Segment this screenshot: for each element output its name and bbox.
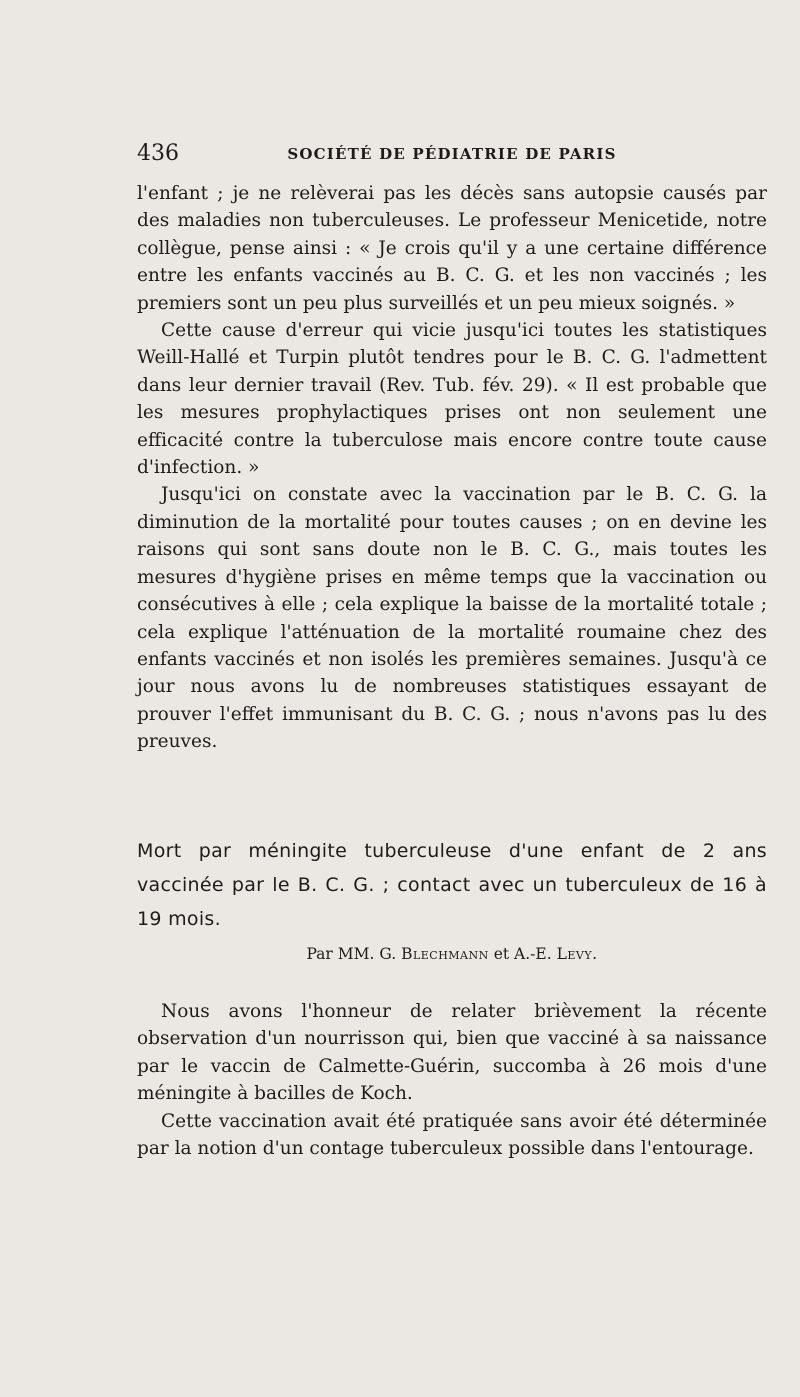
author-name: Blechmann (401, 945, 489, 963)
paragraph: l'enfant ; je ne relèverai pas les décès sans autopsie causés par des maladies non tuberculeuses. Le professeur Menicetide, notre collègue, pense ainsi : « Je crois qu'il y a une certaine différence entre les enfants vaccinés au B. C. G. et les non vaccinés ; les premiers sont un peu plus surveillés et un peu mieux soignés. » (137, 183, 767, 314)
text-block-previous-article (137, 180, 767, 756)
running-title: SOCIÉTÉ DE PÉDIATRIE DE PARIS (287, 145, 617, 163)
article-authors (137, 943, 767, 965)
text-block-new-article (137, 998, 767, 1162)
article-title: Mort par méningite tuberculeuse d'une enfant de 2 ans vaccinée par le B. C. G. ; contact avec un tuberculeux de 16 à 19 mois. (137, 840, 767, 930)
authors-prefix: Par MM. G. (306, 945, 397, 963)
paragraph: Nous avons l'honneur de relater brièvement la récente observation d'un nourrisson qui, bien que vacciné à sa naissance par le vaccin de Calmette-Guérin, succomba à 26 mois d'une méningite à bacilles de Koch. (137, 1001, 767, 1105)
authors-conjunction: et A.-E. (493, 945, 552, 963)
paragraph: Cette cause d'erreur qui vicie jusqu'ici toutes les statistiques Weill-Hallé et Turpin plutôt tendres pour le B. C. G. l'admettent dans leur dernier travail (Rev. Tub. fév. 29). « Il est probable que les mesures prophylactiques prises ont non seulement une efficacité contre la tuberculose mais encore contre toute cause d'infection. » (137, 320, 767, 479)
page-number: 436 (137, 141, 179, 166)
page-header (137, 139, 767, 169)
paragraph: Cette vaccination avait été pratiquée sans avoir été déterminée par la notion d'un contage tuberculeux possible dans l'entourage. (137, 1110, 767, 1160)
paragraph: Jusqu'ici on constate avec la vaccination par le B. C. G. la diminution de la mortalité pour toutes causes ; on en devine les raisons qui sont sans doute non le B. C. G., mais toutes les mesures d'hygiène prises en même temps que la vaccination ou consécutives à elle ; cela explique la baisse de la mortalité totale ; cela explique l'atténuation de la mortalité roumaine chez des enfants vaccinés et non isolés les premières semaines. Jusqu'à ce jour nous avons lu de nombreuses statistiques essayant de prouver l'effet immunisant du B. C. G. ; nous n'avons pas lu des preuves. (137, 484, 767, 753)
author-name: Levy. (556, 945, 598, 963)
